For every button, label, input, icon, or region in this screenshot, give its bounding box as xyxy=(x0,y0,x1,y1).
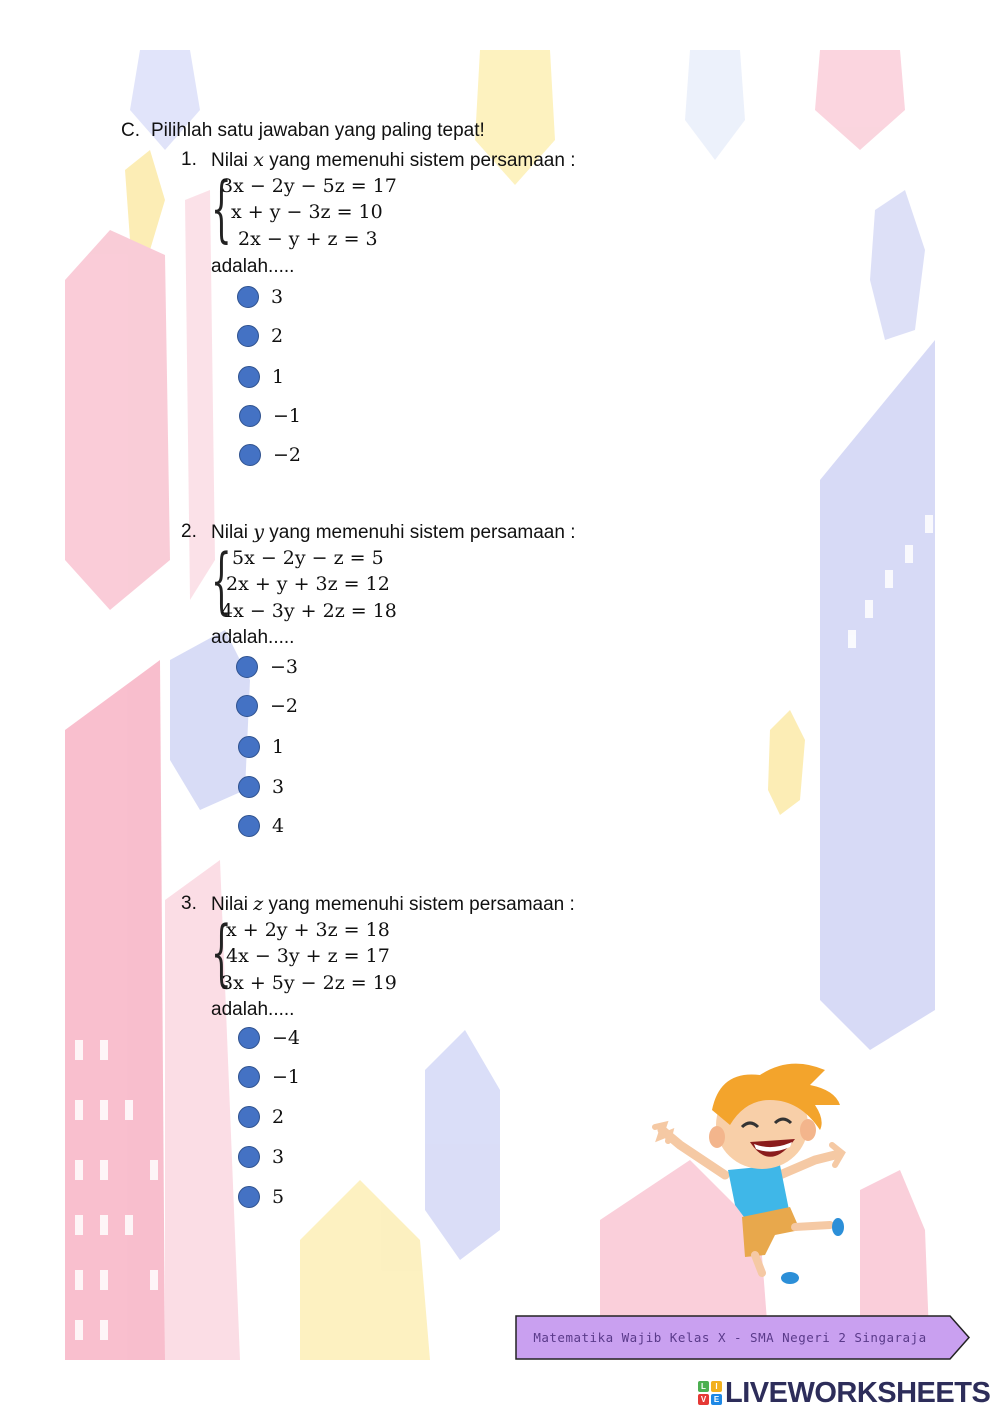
equation: 5x − 2y − z = 5 xyxy=(232,547,384,569)
option-label: −2 xyxy=(273,444,302,466)
section-instruction: Pilihlah satu jawaban yang paling tepat! xyxy=(151,120,485,141)
answer-option[interactable] xyxy=(238,1024,300,1052)
prompt-text: Nilai xyxy=(211,894,254,915)
radio-button-icon[interactable] xyxy=(238,1186,260,1208)
equation: x + y − 3z = 10 xyxy=(231,201,383,223)
radio-button-icon[interactable] xyxy=(239,405,261,427)
option-label: 4 xyxy=(272,815,285,837)
radio-button-icon[interactable] xyxy=(239,444,261,466)
option-label: −1 xyxy=(273,405,302,427)
option-label: 1 xyxy=(272,736,285,758)
answer-option[interactable] xyxy=(239,441,301,469)
logo-letter: E xyxy=(711,1394,722,1405)
radio-button-icon[interactable] xyxy=(237,325,259,347)
option-label: 2 xyxy=(271,325,284,347)
question-prompt xyxy=(211,521,576,544)
equation: 3x − 2y − 5z = 17 xyxy=(221,175,397,197)
prompt-text: Nilai xyxy=(211,150,254,171)
question-number: 2. xyxy=(181,521,197,542)
answer-option[interactable] xyxy=(236,653,298,681)
radio-button-icon[interactable] xyxy=(238,366,260,388)
prompt-text: yang memenuhi sistem persamaan : xyxy=(263,894,575,915)
question-number: 3. xyxy=(181,893,197,914)
option-label: 2 xyxy=(272,1106,285,1128)
equation: x + 2y + 3z = 18 xyxy=(226,919,390,941)
prompt-text: yang memenuhi sistem persamaan : xyxy=(263,150,576,171)
option-label: −1 xyxy=(272,1066,301,1088)
answer-option[interactable] xyxy=(238,363,284,391)
section-label: C. xyxy=(121,120,140,141)
system-brace: { xyxy=(211,538,232,622)
prompt-text: yang memenuhi sistem persamaan : xyxy=(263,522,576,543)
system-brace: { xyxy=(211,910,232,994)
prompt-text: Nilai xyxy=(211,522,254,543)
option-label: −4 xyxy=(272,1027,301,1049)
liveworksheets-brand-text: LIVEWORKSHEETS xyxy=(725,1376,991,1409)
question-prompt xyxy=(211,149,576,172)
radio-button-icon[interactable] xyxy=(238,736,260,758)
option-label: 3 xyxy=(272,1146,285,1168)
liveworksheets-logo-icon xyxy=(698,1381,722,1405)
radio-button-icon[interactable] xyxy=(238,1106,260,1128)
answer-option[interactable] xyxy=(237,283,283,311)
system-brace: { xyxy=(211,166,232,250)
radio-button-icon[interactable] xyxy=(236,695,258,717)
liveworksheets-logo[interactable] xyxy=(698,1376,990,1410)
cartoon-boy-illustration xyxy=(650,1045,855,1290)
answer-option[interactable] xyxy=(238,812,284,840)
equation: 4x − 3y + 2z = 18 xyxy=(221,600,397,622)
prompt-variable: x xyxy=(253,149,264,171)
option-label: −3 xyxy=(270,656,299,678)
question-suffix: adalah..... xyxy=(211,999,295,1020)
equation: 4x − 3y + z = 17 xyxy=(226,945,390,967)
question-number: 1. xyxy=(181,149,197,170)
option-label: −2 xyxy=(270,695,299,717)
equation: 2x + y + 3z = 12 xyxy=(226,573,390,595)
answer-option[interactable] xyxy=(238,1103,284,1131)
logo-letter: V xyxy=(698,1394,709,1405)
option-label: 5 xyxy=(272,1186,285,1208)
radio-button-icon[interactable] xyxy=(236,656,258,678)
answer-option[interactable] xyxy=(238,773,284,801)
answer-option[interactable] xyxy=(237,322,283,350)
answer-option[interactable] xyxy=(236,692,298,720)
answer-option[interactable] xyxy=(238,733,284,761)
radio-button-icon[interactable] xyxy=(237,286,259,308)
radio-button-icon[interactable] xyxy=(238,1027,260,1049)
answer-option[interactable] xyxy=(238,1143,284,1171)
option-label: 1 xyxy=(272,366,285,388)
option-label: 3 xyxy=(272,776,285,798)
answer-option[interactable] xyxy=(238,1063,300,1091)
equation: 2x − y + z = 3 xyxy=(238,228,378,250)
option-label: 3 xyxy=(271,286,284,308)
radio-button-icon[interactable] xyxy=(238,1066,260,1088)
question-prompt xyxy=(211,893,575,916)
logo-letter: I xyxy=(711,1381,722,1392)
answer-option[interactable] xyxy=(239,402,301,430)
question-suffix: adalah..... xyxy=(211,627,295,648)
answer-option[interactable] xyxy=(238,1183,284,1211)
footer-banner-text: Matematika Wajib Kelas X - SMA Negeri 2 Singaraja xyxy=(533,1330,927,1345)
radio-button-icon[interactable] xyxy=(238,776,260,798)
equation: 3x + 5y − 2z = 19 xyxy=(221,972,397,994)
prompt-variable: z xyxy=(253,893,264,915)
radio-button-icon[interactable] xyxy=(238,815,260,837)
radio-button-icon[interactable] xyxy=(238,1146,260,1168)
question-suffix: adalah..... xyxy=(211,256,295,277)
logo-letter: L xyxy=(698,1381,709,1392)
prompt-variable: y xyxy=(253,521,264,543)
